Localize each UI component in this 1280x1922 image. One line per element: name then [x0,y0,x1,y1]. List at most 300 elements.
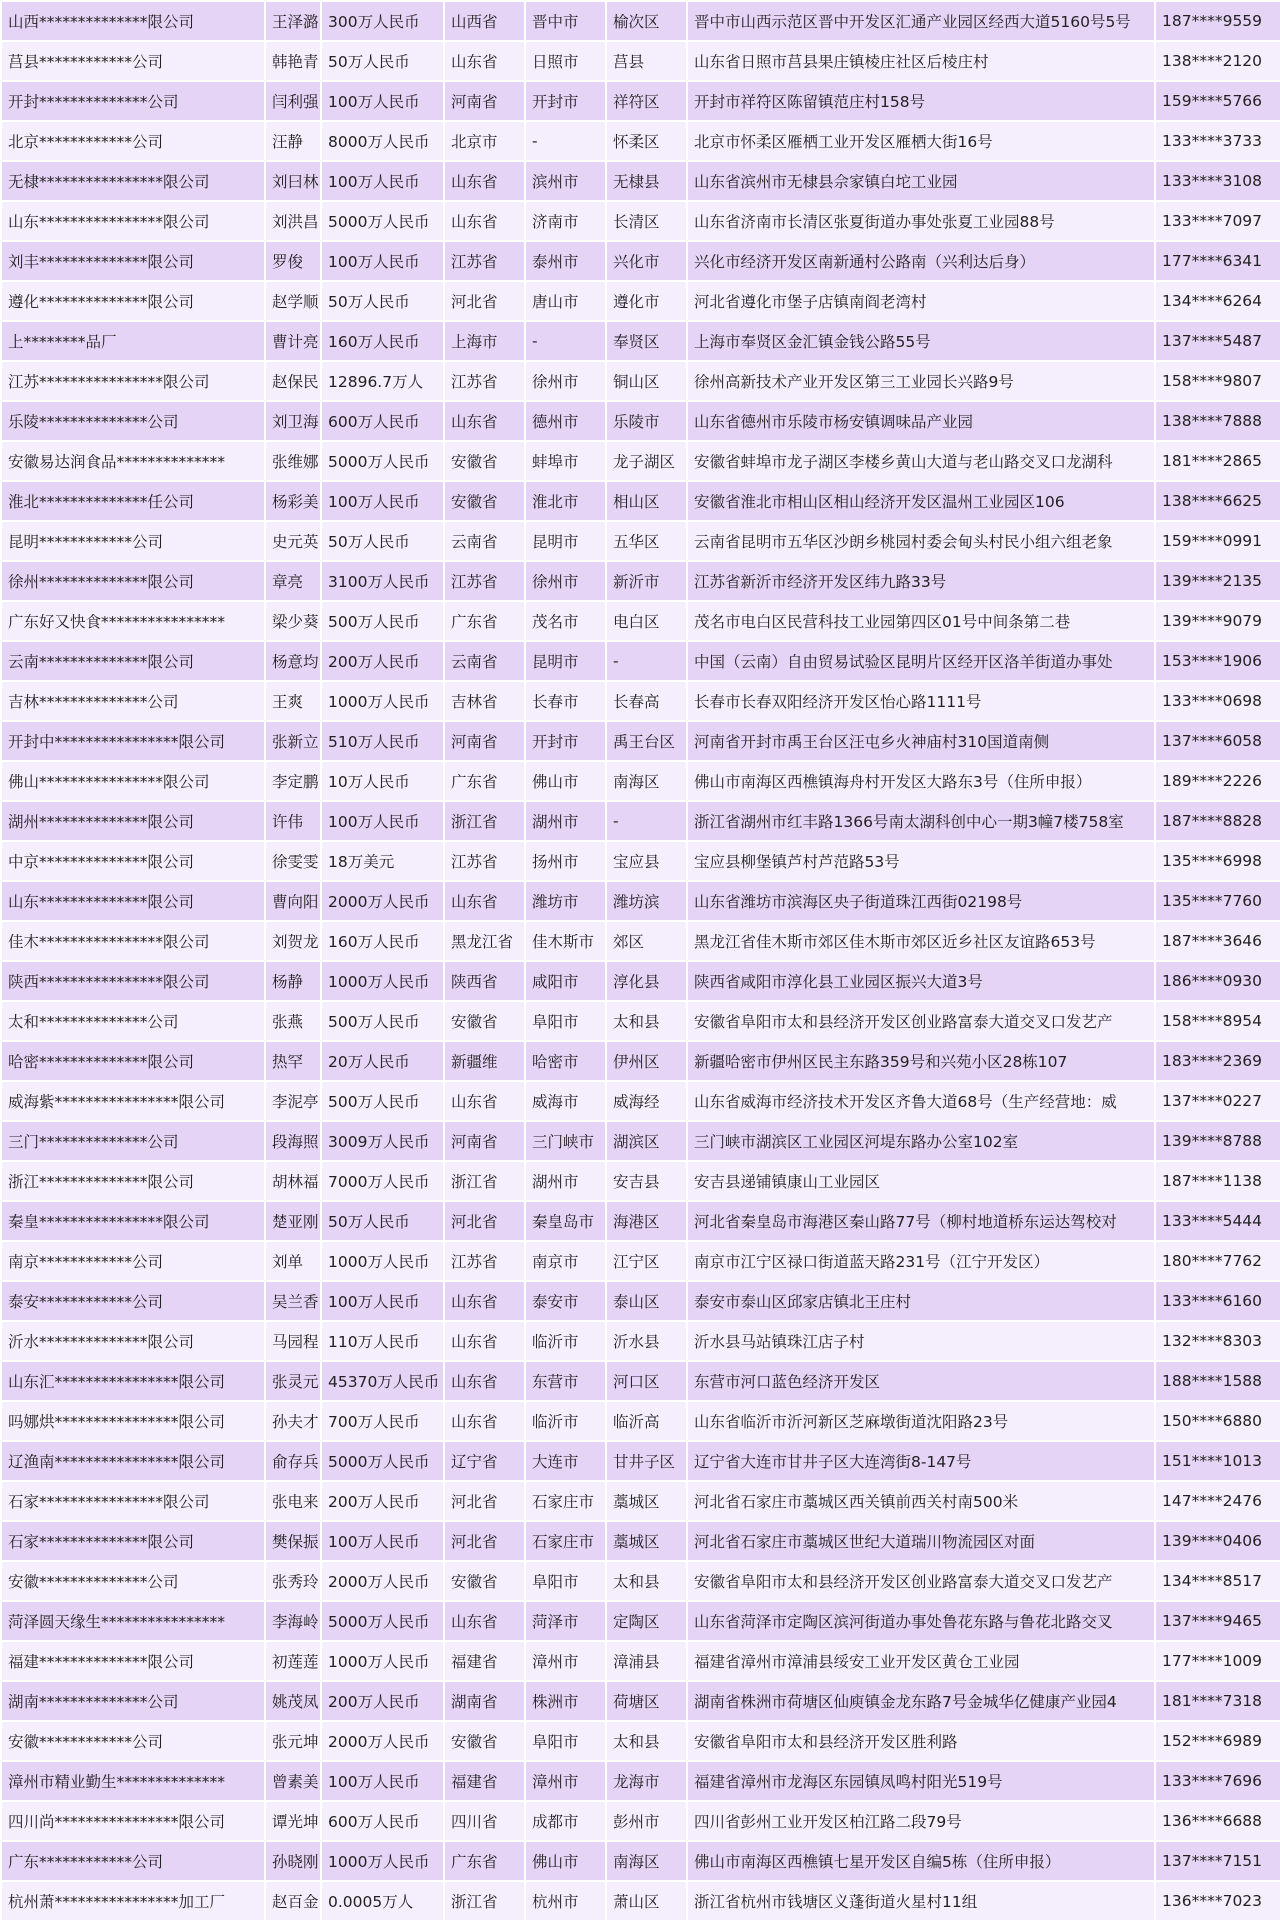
company-name-cell: 北京************公司 [2,122,264,160]
city-cell: 成都市 [526,1802,605,1840]
city-cell: 徐州市 [526,362,605,400]
city-cell: 开封市 [526,82,605,120]
phone-cell: 152****6989 [1156,1722,1280,1760]
company-name-cell: 漳州市精业勤生************** [2,1762,264,1800]
table-row [2,1242,1280,1280]
company-name-cell: 江苏****************限公司 [2,362,264,400]
table-row [2,1082,1280,1120]
district-cell: 荷塘区 [607,1682,686,1720]
contact-name-cell: 曹向阳 [266,882,320,920]
contact-name-cell: 张电来 [266,1482,320,1520]
phone-cell: 159****0991 [1156,522,1280,560]
contact-name-cell: 俞存兵 [266,1442,320,1480]
company-name-cell: 安徽************公司 [2,1722,264,1760]
district-cell: 海港区 [607,1202,686,1240]
contact-name-cell: 张秀玲 [266,1562,320,1600]
address-cell: 福建省漳州市漳浦县绥安工业开发区黄仓工业园 [688,1642,1154,1680]
address-cell: 山东省济南市长清区张夏街道办事处张夏工业园88号 [688,202,1154,240]
table-row [2,1002,1280,1040]
table-row [2,522,1280,560]
table-row [2,1482,1280,1520]
address-cell: 晋中市山西示范区晋中开发区汇通产业园区经西大道5160号5号 [688,2,1154,40]
address-cell: 安徽省阜阳市太和县经济开发区创业路富泰大道交叉口发艺产 [688,1562,1154,1600]
registered-capital-cell: 100万人民币 [322,1522,443,1560]
district-cell: 临沂高 [607,1402,686,1440]
registered-capital-cell: 50万人民币 [322,1202,443,1240]
city-cell: 阜阳市 [526,1562,605,1600]
company-name-cell: 昆明************公司 [2,522,264,560]
district-cell: - [607,642,686,680]
table-row [2,1282,1280,1320]
district-cell: 藁城区 [607,1522,686,1560]
table-row [2,402,1280,440]
address-cell: 湖南省株洲市荷塘区仙庾镇金龙东路7号金城华亿健康产业园4 [688,1682,1154,1720]
company-name-cell: 太和**************公司 [2,1002,264,1040]
phone-cell: 133****5444 [1156,1202,1280,1240]
province-cell: 山西省 [445,2,524,40]
city-cell: 阜阳市 [526,1722,605,1760]
registered-capital-cell: 1000万人民币 [322,962,443,1000]
province-cell: 山东省 [445,1282,524,1320]
registered-capital-cell: 110万人民币 [322,1322,443,1360]
table-row [2,442,1280,480]
company-name-cell: 石家**************限公司 [2,1522,264,1560]
phone-cell: 189****2226 [1156,762,1280,800]
city-cell: 唐山市 [526,282,605,320]
company-name-cell: 乐陵**************公司 [2,402,264,440]
contact-name-cell: 胡林福 [266,1162,320,1200]
contact-name-cell: 许伟 [266,802,320,840]
contact-name-cell: 王泽潞 [266,2,320,40]
company-name-cell: 徐州**************限公司 [2,562,264,600]
contact-name-cell: 初莲莲 [266,1642,320,1680]
district-cell: 彭州市 [607,1802,686,1840]
phone-cell: 187****1138 [1156,1162,1280,1200]
table-row [2,122,1280,160]
company-name-cell: 佳木****************限公司 [2,922,264,960]
province-cell: 安徽省 [445,1722,524,1760]
address-cell: 三门峡市湖滨区工业园区河堤东路办公室102室 [688,1122,1154,1160]
contact-name-cell: 张维娜 [266,442,320,480]
phone-cell: 137****6058 [1156,722,1280,760]
province-cell: 浙江省 [445,1162,524,1200]
registered-capital-cell: 100万人民币 [322,82,443,120]
province-cell: 上海市 [445,322,524,360]
province-cell: 浙江省 [445,802,524,840]
registered-capital-cell: 5000万人民币 [322,202,443,240]
registered-capital-cell: 2000万人民币 [322,1562,443,1600]
company-name-cell: 吉林**************公司 [2,682,264,720]
address-cell: 河北省遵化市堡子店镇南阎老湾村 [688,282,1154,320]
city-cell: 咸阳市 [526,962,605,1000]
contact-name-cell: 赵学顺 [266,282,320,320]
city-cell: 泰安市 [526,1282,605,1320]
province-cell: 山东省 [445,1402,524,1440]
city-cell: 徐州市 [526,562,605,600]
contact-name-cell: 曹计亮 [266,322,320,360]
province-cell: 福建省 [445,1642,524,1680]
registered-capital-cell: 12896.7万人 [322,362,443,400]
company-name-cell: 吗娜烘****************限公司 [2,1402,264,1440]
phone-cell: 138****2120 [1156,42,1280,80]
address-cell: 云南省昆明市五华区沙朗乡桃园村委会甸头村民小组六组老象 [688,522,1154,560]
province-cell: 云南省 [445,522,524,560]
table-row [2,2,1280,40]
table-row [2,842,1280,880]
province-cell: 新疆维 [445,1042,524,1080]
contact-name-cell: 赵百金 [266,1882,320,1920]
table-row [2,1682,1280,1720]
city-cell: 湖州市 [526,1162,605,1200]
phone-cell: 136****7023 [1156,1882,1280,1920]
province-cell: 江苏省 [445,562,524,600]
contact-name-cell: 孙夫才 [266,1402,320,1440]
company-name-cell: 云南**************限公司 [2,642,264,680]
district-cell: 奉贤区 [607,322,686,360]
province-cell: 广东省 [445,762,524,800]
phone-cell: 133****0698 [1156,682,1280,720]
registered-capital-cell: 600万人民币 [322,1802,443,1840]
company-name-cell: 广东************公司 [2,1842,264,1880]
phone-cell: 188****1588 [1156,1362,1280,1400]
district-cell: 潍坊滨 [607,882,686,920]
city-cell: 哈密市 [526,1042,605,1080]
company-name-cell: 山西**************限公司 [2,2,264,40]
district-cell: 郊区 [607,922,686,960]
registered-capital-cell: 3100万人民币 [322,562,443,600]
district-cell: 长清区 [607,202,686,240]
city-cell: 石家庄市 [526,1522,605,1560]
registered-capital-cell: 500万人民币 [322,1082,443,1120]
contact-name-cell: 李泥亭 [266,1082,320,1120]
table-row [2,282,1280,320]
table-row [2,882,1280,920]
district-cell: 新沂市 [607,562,686,600]
address-cell: 江苏省新沂市经济开发区纬九路33号 [688,562,1154,600]
company-name-cell: 浙江**************限公司 [2,1162,264,1200]
company-name-cell: 沂水**************限公司 [2,1322,264,1360]
province-cell: 辽宁省 [445,1442,524,1480]
phone-cell: 139****2135 [1156,562,1280,600]
phone-cell: 181****2865 [1156,442,1280,480]
registered-capital-cell: 5000万人民币 [322,442,443,480]
district-cell: 五华区 [607,522,686,560]
city-cell: 济南市 [526,202,605,240]
company-name-cell: 杭州萧****************加工厂 [2,1882,264,1920]
contact-name-cell: 李海岭 [266,1602,320,1640]
phone-cell: 187****3646 [1156,922,1280,960]
province-cell: 河南省 [445,82,524,120]
phone-cell: 133****3733 [1156,122,1280,160]
address-cell: 兴化市经济开发区南新通村公路南（兴利达后身） [688,242,1154,280]
contact-name-cell: 李定鹏 [266,762,320,800]
province-cell: 陕西省 [445,962,524,1000]
city-cell: 漳州市 [526,1642,605,1680]
city-cell: 南京市 [526,1242,605,1280]
contact-name-cell: 赵保民 [266,362,320,400]
company-name-cell: 山东汇****************限公司 [2,1362,264,1400]
city-cell: 漳州市 [526,1762,605,1800]
table-row [2,1402,1280,1440]
address-cell: 山东省菏泽市定陶区滨河街道办事处鲁花东路与鲁花北路交叉 [688,1602,1154,1640]
table-row [2,1602,1280,1640]
table-row [2,1162,1280,1200]
address-cell: 宝应县柳堡镇芦村芦范路53号 [688,842,1154,880]
province-cell: 山东省 [445,1322,524,1360]
phone-cell: 187****8828 [1156,802,1280,840]
province-cell: 安徽省 [445,442,524,480]
company-name-cell: 泰安************公司 [2,1282,264,1320]
address-cell: 新疆哈密市伊州区民主东路359号和兴苑小区28栋107 [688,1042,1154,1080]
company-name-cell: 辽渔南****************限公司 [2,1442,264,1480]
address-cell: 东营市河口蓝色经济开发区 [688,1362,1154,1400]
registered-capital-cell: 5000万人民币 [322,1602,443,1640]
company-name-cell: 四川尚****************限公司 [2,1802,264,1840]
contact-name-cell: 刘单 [266,1242,320,1280]
table-row [2,202,1280,240]
district-cell: 长春高 [607,682,686,720]
registered-capital-cell: 100万人民币 [322,802,443,840]
phone-cell: 159****5766 [1156,82,1280,120]
table-row [2,1762,1280,1800]
province-cell: 江苏省 [445,242,524,280]
district-cell: 禹王台区 [607,722,686,760]
district-cell: 湖滨区 [607,1122,686,1160]
registered-capital-cell: 50万人民币 [322,42,443,80]
registered-capital-cell: 100万人民币 [322,162,443,200]
phone-cell: 138****7888 [1156,402,1280,440]
province-cell: 山东省 [445,402,524,440]
district-cell: 相山区 [607,482,686,520]
phone-cell: 132****8303 [1156,1322,1280,1360]
table-row [2,1522,1280,1560]
province-cell: 浙江省 [445,1882,524,1920]
city-cell: 潍坊市 [526,882,605,920]
city-cell: 泰州市 [526,242,605,280]
phone-cell: 186****0930 [1156,962,1280,1000]
table-row [2,1842,1280,1880]
city-cell: 大连市 [526,1442,605,1480]
city-cell: 佛山市 [526,762,605,800]
city-cell: 开封市 [526,722,605,760]
contact-name-cell: 热罕 [266,1042,320,1080]
province-cell: 山东省 [445,162,524,200]
district-cell: 太和县 [607,1002,686,1040]
contact-name-cell: 张新立 [266,722,320,760]
district-cell: - [607,802,686,840]
phone-cell: 139****0406 [1156,1522,1280,1560]
contact-name-cell: 徐雯雯 [266,842,320,880]
phone-cell: 187****9559 [1156,2,1280,40]
company-name-cell: 威海紫****************限公司 [2,1082,264,1120]
address-cell: 河北省秦皇岛市海港区秦山路77号（柳村地道桥东运达驾校对 [688,1202,1154,1240]
city-cell: 日照市 [526,42,605,80]
registered-capital-cell: 8000万人民币 [322,122,443,160]
company-name-cell: 福建**************限公司 [2,1642,264,1680]
city-cell: 石家庄市 [526,1482,605,1520]
contact-name-cell: 章亮 [266,562,320,600]
phone-cell: 158****8954 [1156,1002,1280,1040]
phone-cell: 137****5487 [1156,322,1280,360]
registered-capital-cell: 1000万人民币 [322,682,443,720]
address-cell: 山东省潍坊市滨海区央子街道珠江西街02198号 [688,882,1154,920]
table-row [2,1042,1280,1080]
district-cell: 铜山区 [607,362,686,400]
company-name-cell: 秦皇****************限公司 [2,1202,264,1240]
company-name-cell: 南京************公司 [2,1242,264,1280]
district-cell: 威海经 [607,1082,686,1120]
company-name-cell: 菏泽圆天缘生**************** [2,1602,264,1640]
registered-capital-cell: 700万人民币 [322,1402,443,1440]
company-name-cell: 广东好又快食**************** [2,602,264,640]
address-cell: 河北省石家庄市藁城区西关镇前西关村南500米 [688,1482,1154,1520]
address-cell: 茂名市电白区民营科技工业园第四区01号中间条第二巷 [688,602,1154,640]
company-name-cell: 莒县************公司 [2,42,264,80]
contact-name-cell: 段海照 [266,1122,320,1160]
table-body [2,2,1280,1920]
phone-cell: 158****9807 [1156,362,1280,400]
city-cell: 德州市 [526,402,605,440]
district-cell: 河口区 [607,1362,686,1400]
table-row [2,162,1280,200]
registered-capital-cell: 18万美元 [322,842,443,880]
province-cell: 湖南省 [445,1682,524,1720]
registered-capital-cell: 50万人民币 [322,282,443,320]
company-name-cell: 安徽易达润食品************** [2,442,264,480]
province-cell: 山东省 [445,1602,524,1640]
address-cell: 河北省石家庄市藁城区世纪大道瑞川物流园区对面 [688,1522,1154,1560]
registered-capital-cell: 100万人民币 [322,482,443,520]
district-cell: 太和县 [607,1562,686,1600]
registered-capital-cell: 510万人民币 [322,722,443,760]
registered-capital-cell: 160万人民币 [322,922,443,960]
phone-cell: 137****0227 [1156,1082,1280,1120]
district-cell: 太和县 [607,1722,686,1760]
contact-name-cell: 谭光坤 [266,1802,320,1840]
district-cell: 淳化县 [607,962,686,1000]
table-row [2,762,1280,800]
phone-cell: 135****6998 [1156,842,1280,880]
province-cell: 黑龙江省 [445,922,524,960]
address-cell: 安徽省阜阳市太和县经济开发区创业路富泰大道交叉口发艺产 [688,1002,1154,1040]
province-cell: 河南省 [445,722,524,760]
contact-name-cell: 张元坤 [266,1722,320,1760]
registered-capital-cell: 3009万人民币 [322,1122,443,1160]
company-name-cell: 遵化**************限公司 [2,282,264,320]
registered-capital-cell: 100万人民币 [322,1762,443,1800]
district-cell: 莒县 [607,42,686,80]
table-row [2,722,1280,760]
table-row [2,1442,1280,1480]
province-cell: 安徽省 [445,1002,524,1040]
district-cell: 南海区 [607,762,686,800]
phone-cell: 177****1009 [1156,1642,1280,1680]
district-cell: 祥符区 [607,82,686,120]
contact-name-cell: 梁少葵 [266,602,320,640]
company-name-cell: 佛山****************限公司 [2,762,264,800]
province-cell: 河北省 [445,282,524,320]
city-cell: 淮北市 [526,482,605,520]
contact-name-cell: 张燕 [266,1002,320,1040]
phone-cell: 133****3108 [1156,162,1280,200]
registered-capital-cell: 200万人民币 [322,1482,443,1520]
address-cell: 辽宁省大连市甘井子区大连湾街8-147号 [688,1442,1154,1480]
phone-cell: 135****7760 [1156,882,1280,920]
table-row [2,1322,1280,1360]
phone-cell: 136****6688 [1156,1802,1280,1840]
province-cell: 山东省 [445,202,524,240]
table-row [2,1562,1280,1600]
address-cell: 山东省威海市经济技术开发区齐鲁大道68号（生产经营地：威 [688,1082,1154,1120]
contact-name-cell: 吴兰香 [266,1282,320,1320]
district-cell: 无棣县 [607,162,686,200]
contact-name-cell: 罗俊 [266,242,320,280]
address-cell: 四川省彭州工业开发区柏江路二段79号 [688,1802,1154,1840]
phone-cell: 181****7318 [1156,1682,1280,1720]
city-cell: 茂名市 [526,602,605,640]
city-cell: 晋中市 [526,2,605,40]
province-cell: 安徽省 [445,1562,524,1600]
table-row [2,1122,1280,1160]
contact-name-cell: 闫利强 [266,82,320,120]
registered-capital-cell: 200万人民币 [322,1682,443,1720]
province-cell: 江苏省 [445,1242,524,1280]
registered-capital-cell: 7000万人民币 [322,1162,443,1200]
province-cell: 河北省 [445,1202,524,1240]
address-cell: 山东省德州市乐陵市杨安镇调味品产业园 [688,402,1154,440]
address-cell: 山东省日照市莒县果庄镇棱庄社区后棱庄村 [688,42,1154,80]
company-name-cell: 上********品厂 [2,322,264,360]
address-cell: 浙江省杭州市钱塘区义蓬街道火星村11组 [688,1882,1154,1920]
address-cell: 北京市怀柔区雁栖工业开发区雁栖大街16号 [688,122,1154,160]
city-cell: 佛山市 [526,1842,605,1880]
city-cell: 威海市 [526,1082,605,1120]
district-cell: 藁城区 [607,1482,686,1520]
contact-name-cell: 樊保振 [266,1522,320,1560]
table-row [2,242,1280,280]
phone-cell: 139****8788 [1156,1122,1280,1160]
address-cell: 山东省滨州市无棣县佘家镇白坨工业园 [688,162,1154,200]
table-row [2,602,1280,640]
registered-capital-cell: 600万人民币 [322,402,443,440]
province-cell: 江苏省 [445,362,524,400]
table-row [2,922,1280,960]
province-cell: 河南省 [445,1122,524,1160]
contact-name-cell: 曾素美 [266,1762,320,1800]
phone-cell: 133****7696 [1156,1762,1280,1800]
table-row [2,1642,1280,1680]
contact-name-cell: 马园程 [266,1322,320,1360]
address-cell: 山东省临沂市沂河新区芝麻墩街道沈阳路23号 [688,1402,1154,1440]
phone-cell: 134****8517 [1156,1562,1280,1600]
registered-capital-cell: 2000万人民币 [322,882,443,920]
contact-name-cell: 楚亚刚 [266,1202,320,1240]
district-cell: 漳浦县 [607,1642,686,1680]
contact-name-cell: 刘洪昌 [266,202,320,240]
registered-capital-cell: 100万人民币 [322,1282,443,1320]
registered-capital-cell: 160万人民币 [322,322,443,360]
registered-capital-cell: 100万人民币 [322,242,443,280]
contact-name-cell: 张灵元 [266,1362,320,1400]
phone-cell: 177****6341 [1156,242,1280,280]
district-cell: 榆次区 [607,2,686,40]
district-cell: 伊州区 [607,1042,686,1080]
company-name-cell: 陕西****************限公司 [2,962,264,1000]
registered-capital-cell: 10万人民币 [322,762,443,800]
district-cell: 宝应县 [607,842,686,880]
registered-capital-cell: 20万人民币 [322,1042,443,1080]
city-cell: 临沂市 [526,1322,605,1360]
